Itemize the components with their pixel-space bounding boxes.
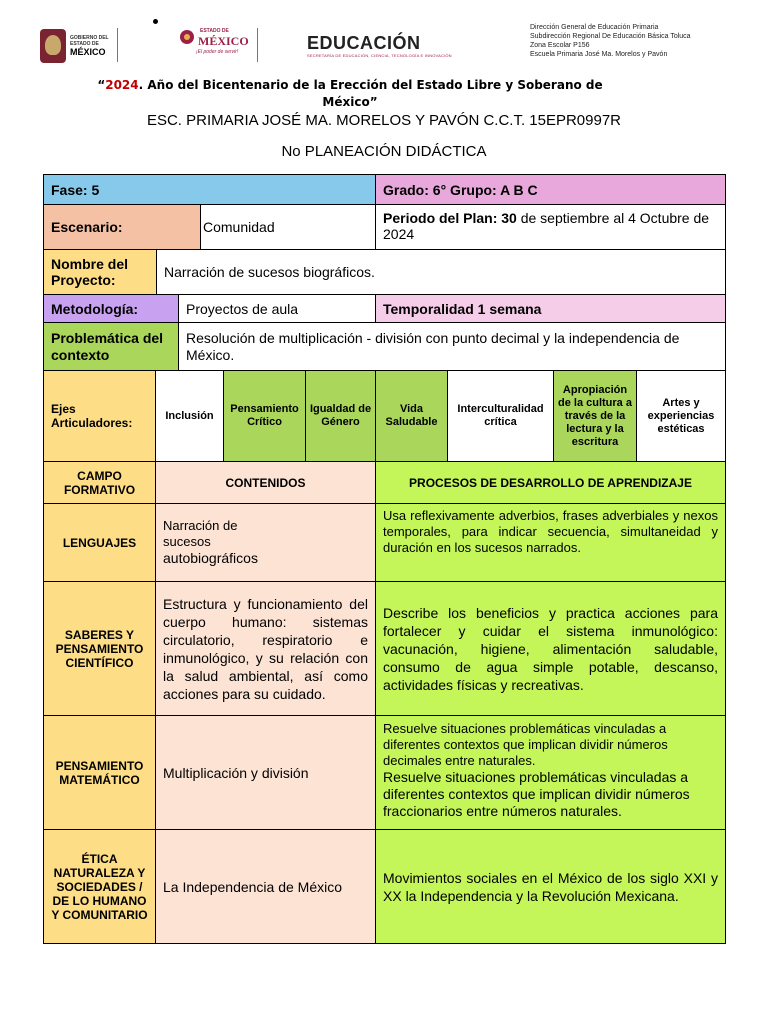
school-line: ESC. PRIMARIA JOSÉ MA. MORELOS Y PAVÓN C.C.T. 15EPR0997R [146, 112, 622, 129]
eje-apropiacion-cultura: Apropiación de la cultura a través de la lectura y la escritura [554, 371, 637, 462]
eje-pensamiento-critico: Pensamiento Crítico [224, 371, 306, 462]
logo2-line2: MÉXICO [198, 34, 249, 48]
problematica-label: Problemática del contexto [44, 323, 179, 371]
year-motto: “2024. Año del Bicentenario de la Erección del Estado Libre y Soberano de México” [97, 78, 603, 109]
logo1-line1: GOBIERNO DEL [70, 35, 109, 41]
plan-title: No PLANEACIÓN DIDÁCTICA [281, 143, 487, 160]
metodologia-label: Metodología: [44, 295, 179, 323]
proceso-saberes: Describe los beneficios y practica acciones para fortalecer y cuidar el sistema inmunológico: vacunación, higiene, alimentación saludable, consumo de agua simple potable, descanso, actividades físicas y recreativas. [376, 582, 725, 716]
escenario-label: Escenario: [44, 205, 201, 250]
bullet-dot [153, 19, 158, 24]
proceso-etica: Movimientos sociales en el México de los siglo XXI y XX la Independencia y la Revolución Mexicana. [376, 830, 725, 943]
info-line: Dirección General de Educación Primaria [530, 24, 659, 31]
eje-interculturalidad: Interculturalidad crítica [448, 371, 554, 462]
header-divider [257, 28, 258, 62]
campo-formativo-header: CAMPO FORMATIVO [44, 462, 156, 504]
fase-cell: Fase: 5 [44, 175, 376, 205]
campo-lenguajes: LENGUAJES [44, 504, 156, 582]
metodologia-value: Proyectos de aula [179, 295, 376, 323]
problematica-value: Resolución de multiplicación - división con punto decimal y la independencia de México. [179, 323, 725, 371]
info-line: Escuela Primaria José Ma. Morelos y Pavón [530, 51, 668, 58]
contenido-etica: La Independencia de México [156, 830, 376, 943]
educacion-logo: EDUCACIÓN [307, 33, 421, 53]
campo-etica: ÉTICA NATURALEZA Y SOCIEDADES / DE LO HUMANO Y COMUNITARIO [44, 830, 156, 943]
contenidos-header: CONTENIDOS [156, 462, 376, 504]
nombre-proyecto-label: Nombre del Proyecto: [44, 250, 157, 295]
flower-icon [180, 30, 194, 44]
logo2-line1: ESTADO DE [200, 28, 229, 34]
logo1-line3: MÉXICO [70, 47, 106, 57]
contenido-saberes: Estructura y funcionamiento del cuerpo humano: sistemas circulatorio, respiratorio e inmunológico, y su relación con la salud ambiental, así como acciones para su cuidado. [156, 582, 376, 716]
proceso-pensamiento-matematico [376, 716, 725, 830]
grado-grupo-cell: Grado: 6° Grupo: A B C [376, 175, 725, 205]
logo1-line2: ESTADO DE [70, 41, 99, 47]
proceso-matematico-b: Resuelve situaciones problemáticas vinculadas a diferentes contextos que implican dividir números fraccionarios entre números naturales. [383, 769, 690, 819]
temporalidad-cell: Temporalidad 1 semana [376, 295, 725, 323]
edomex-poder-servir-logo [180, 28, 250, 64]
periodo-start: 30 [501, 210, 517, 226]
eje-igualdad-genero: Igualdad de Género [306, 371, 376, 462]
proceso-matematico-a: Resuelve situaciones problemáticas vinculadas a diferentes contextos que implican dividir números decimales entre naturales. [383, 721, 668, 768]
contenido-lenguajes-a: Narración de sucesos [163, 518, 238, 549]
campo-pensamiento-matematico: PENSAMIENTO MATEMÁTICO [44, 716, 156, 830]
campo-saberes: SABERES Y PENSAMIENTO CIENTÍFICO [44, 582, 156, 716]
info-line: Zona Escolar P156 [530, 42, 590, 49]
procesos-header: PROCESOS DE DESARROLLO DE APRENDIZAJE [376, 462, 725, 504]
eje-artes: Artes y experiencias estéticas [637, 371, 725, 462]
year-number: 2024 [105, 78, 139, 92]
planning-table [43, 174, 726, 944]
proceso-lenguajes: Usa reflexivamente adverbios, frases adverbiales y nexos temporales, para indicar secuencia, simultaneidad y duración en los sucesos narrados. [376, 504, 725, 582]
ejes-label: Ejes Articuladores: [44, 371, 156, 462]
contenido-pensamiento-matematico: Multiplicación y división [156, 716, 376, 830]
page-header [0, 0, 768, 112]
educacion-subtitle: SECRETARÍA DE EDUCACIÓN, CIENCIA, TECNOLOGÍA E INNOVACIÓN [307, 53, 452, 58]
periodo-label: Periodo del Plan: [383, 210, 498, 226]
info-line: Subdirección Regional De Educación Básica Toluca [530, 33, 691, 40]
periodo-cell [376, 205, 725, 250]
eje-vida-saludable: Vida Saludable [376, 371, 448, 462]
coat-of-arms-icon [40, 29, 66, 63]
escenario-value: Comunidad [201, 205, 376, 250]
periodo-rest: de septiembre al 4 Octubre de 2024 [383, 210, 710, 242]
contenido-lenguajes-b: autobiográficos [163, 550, 258, 566]
institution-info [530, 23, 691, 59]
eje-inclusion: Inclusión [156, 371, 224, 462]
contenido-lenguajes [156, 504, 376, 582]
logo2-slogan: ¡El poder de servir! [196, 49, 239, 55]
header-divider [117, 28, 118, 62]
nombre-proyecto-value: Narración de sucesos biográficos. [157, 250, 725, 295]
gobierno-edomex-logo [40, 26, 120, 66]
